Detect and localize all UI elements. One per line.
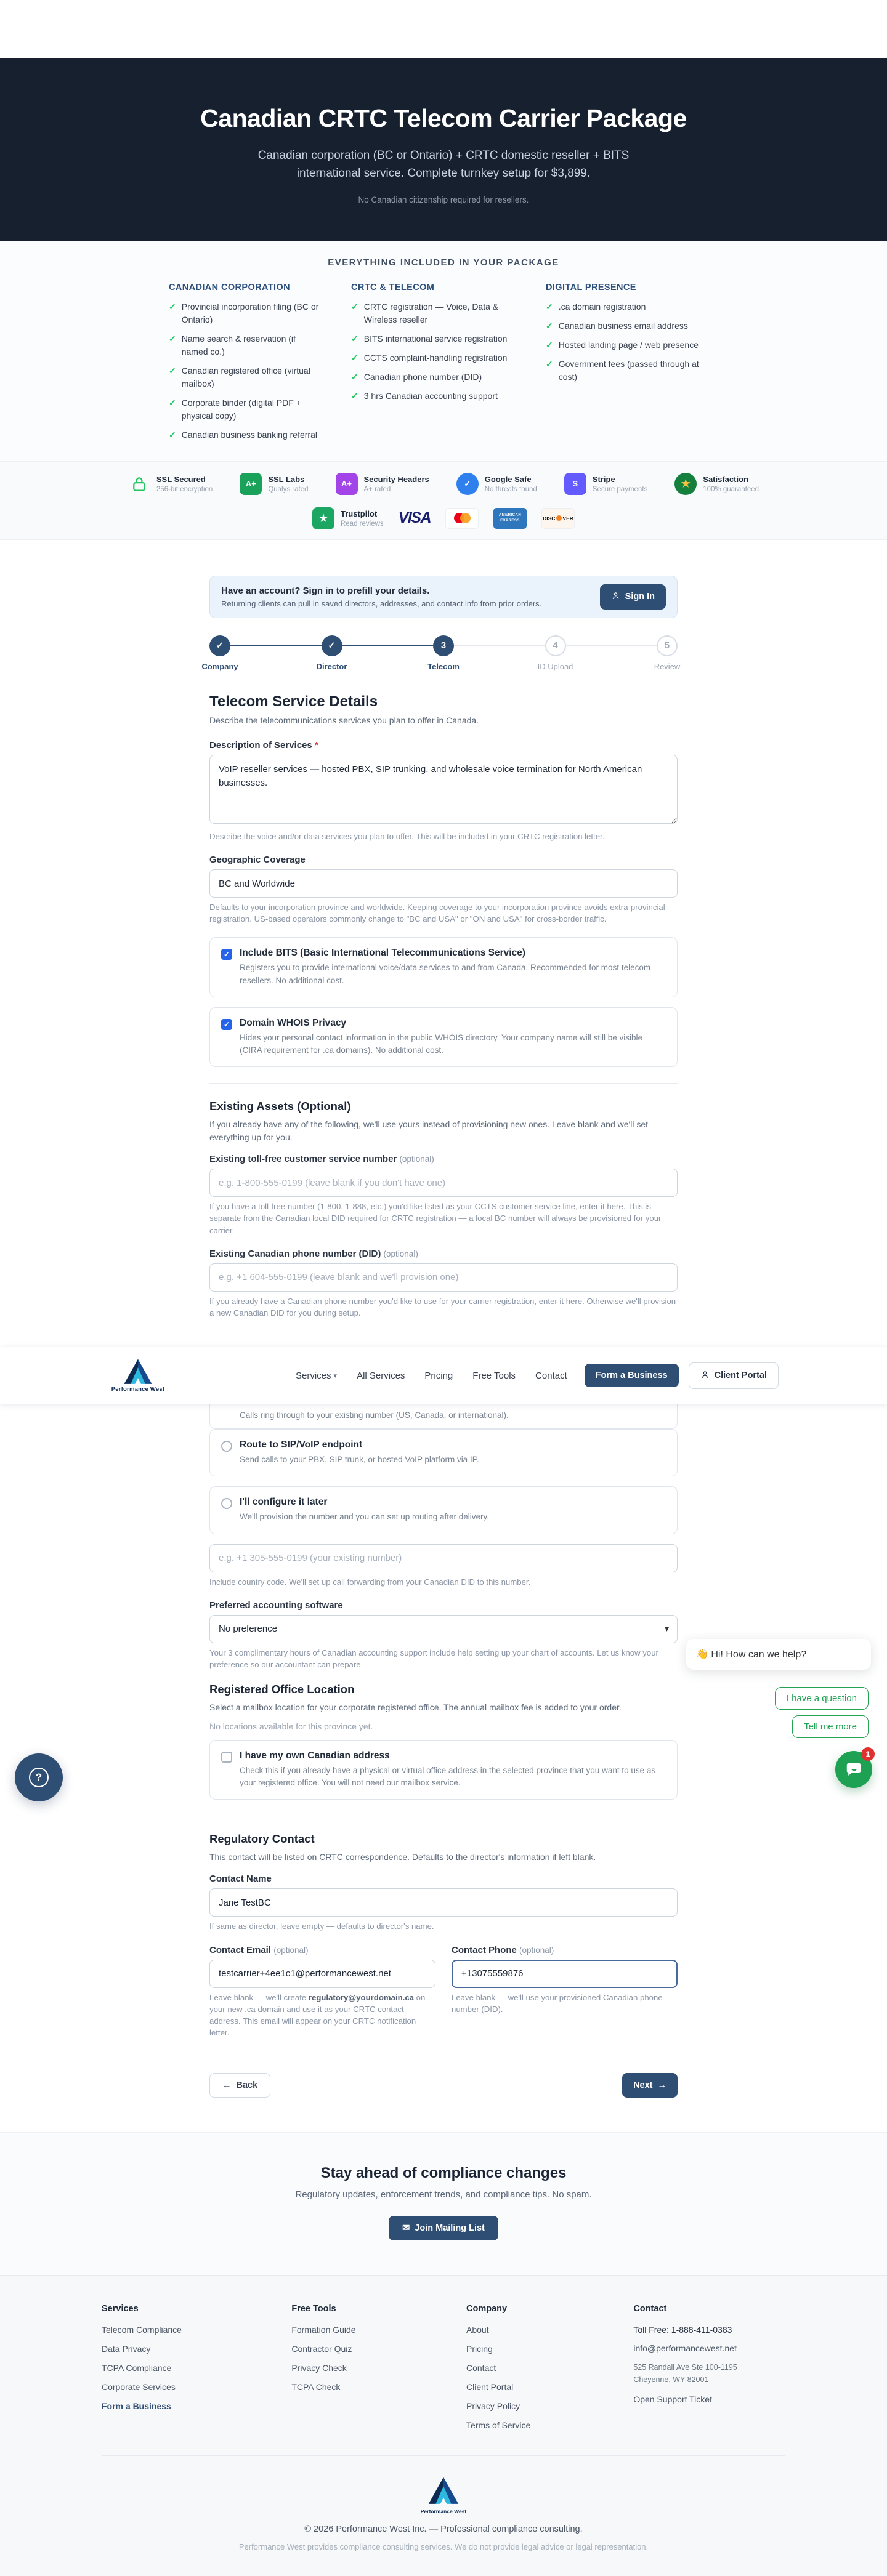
check-icon: ✓ (169, 397, 176, 408)
field-label: Geographic Coverage (209, 855, 306, 866)
field-helper: Include country code. We'll set up call forwarding from your Canadian DID to this number. (209, 1577, 531, 1587)
back-label: Back (236, 2080, 258, 2091)
package-inclusions-section (0, 241, 887, 462)
routing-option-caption: Calls ring through to your existing number (US, Canada, or international). (240, 1411, 509, 1420)
signin-banner (209, 576, 678, 618)
field-helper: If same as director, leave empty — defaults to director's name. (209, 1922, 434, 1931)
performance-west-logo-icon (426, 2477, 461, 2505)
badge-title: SSL Labs (268, 474, 305, 484)
bits-title: Include BITS (Basic International Telecommunications Service) (240, 948, 525, 959)
footer-col-title: Company (466, 2304, 508, 2314)
sign-in-button[interactable] (600, 584, 666, 610)
a-plus-badge-icon: A+ (336, 473, 358, 495)
chat-bubble-icon (844, 1760, 863, 1779)
stepper-connector (566, 645, 657, 646)
footer-brand-name: Performance West (420, 2508, 467, 2515)
footer-col-free-tools (291, 2304, 466, 2439)
site-footer (0, 2275, 887, 2576)
field-label (209, 1249, 678, 1259)
badge-title: Satisfaction (703, 474, 748, 484)
check-icon: ✓ (351, 352, 358, 363)
package-columns (0, 283, 887, 448)
form-a-business-button[interactable]: Form a Business (585, 1364, 679, 1387)
contact-email-input[interactable] (209, 1960, 435, 1988)
field-label-text: Contact Phone (452, 1944, 517, 1955)
did-number-input[interactable] (209, 1263, 678, 1292)
arrow-right-icon: → (657, 2080, 666, 2091)
description-of-services-textarea[interactable] (209, 755, 678, 824)
amex-logo (493, 508, 527, 529)
footer-col-title: Services (102, 2304, 139, 2314)
step-label: Company (201, 661, 238, 671)
list-item-label: BITS international service registration (363, 333, 508, 344)
question-mark-icon: ? (29, 1768, 49, 1787)
section-title: Telecom Service Details (209, 693, 378, 710)
client-portal-label: Client Portal (714, 1371, 767, 1380)
sign-in-label: Sign In (625, 592, 655, 602)
bits-checkbox-card[interactable] (209, 937, 678, 997)
accounting-select[interactable] (209, 1615, 678, 1643)
hero-note: No Canadian citizenship required for resellers. (358, 195, 529, 204)
optional-tag: (optional) (383, 1249, 418, 1258)
stepper-connector (230, 645, 322, 646)
contact-phone-input[interactable] (452, 1960, 678, 1988)
field-label-text: Existing Canadian phone number (DID) (209, 1248, 381, 1259)
forward-number-field (209, 1544, 678, 1588)
badge-satisfaction (674, 473, 759, 495)
stepper-connector (454, 645, 545, 646)
payment-logos-row (0, 507, 887, 529)
tollfree-field (209, 1154, 678, 1236)
check-icon: ✓ (546, 320, 553, 331)
contact-name-input[interactable] (209, 1888, 678, 1917)
back-button[interactable] (209, 2073, 270, 2098)
newsletter-subtitle: Regulatory updates, enforcement trends, and compliance tips. No spam. (295, 2189, 592, 2200)
section-divider (209, 1083, 678, 1084)
list-item-label: .ca domain registration (558, 301, 646, 312)
footer-link-corporate-services[interactable]: Corporate Services (102, 2382, 176, 2393)
routing-option-sip-card[interactable] (209, 1429, 678, 1476)
list-item (169, 396, 323, 422)
list-item-label: 3 hrs Canadian accounting support (363, 390, 498, 401)
field-helper (209, 1992, 435, 2039)
package-column-corporation (169, 283, 323, 448)
check-icon: ✓ (351, 333, 358, 344)
contact-phone-field (452, 1945, 678, 2039)
wave-emoji-icon: 👋 (696, 1649, 708, 1660)
list-item-label: Canadian registered office (virtual mailbox) (181, 365, 310, 388)
footer-address-line2: Cheyenne, WY 82001 (633, 2375, 709, 2384)
arrow-left-icon: ← (222, 2080, 232, 2091)
step-company[interactable] (201, 635, 238, 671)
geographic-coverage-input[interactable] (209, 869, 678, 898)
form-main-upper (0, 540, 887, 1319)
list-item-label: Hosted landing page / web presence (558, 339, 699, 350)
assets-intro: If you already have any of the following, we'll use yours instead of provisioning new ones. Leave blank and we'll set everything up for you. (209, 1119, 648, 1143)
step-id-upload[interactable] (537, 635, 573, 671)
list-item-label: Canadian business banking referral (181, 429, 317, 440)
list-item (169, 429, 323, 441)
helper-text: on your new .ca domain and use it as your CRTC contact address. This email will appear on your CRTC notification letter. (209, 1992, 426, 2037)
step-review[interactable] (654, 635, 681, 671)
mail-icon: ✉ (402, 2223, 410, 2234)
footer-link-privacy-policy[interactable]: Privacy Policy (466, 2401, 520, 2412)
step-check-icon: ✓ (209, 635, 230, 656)
office-heading: Registered Office Location (209, 1682, 355, 1696)
routing-option-title: Route to SIP/VoIP endpoint (240, 1439, 363, 1450)
field-label-text: Existing toll-free customer service number (209, 1154, 397, 1165)
accounting-field (209, 1600, 678, 1670)
star-icon: ★ (674, 473, 697, 495)
badge-stripe (564, 473, 648, 495)
trust-badges-section (0, 462, 887, 540)
badge-title: Google Safe (484, 474, 532, 484)
page-title: Canadian CRTC Telecom Carrier Package (200, 104, 687, 132)
mastercard-logo (445, 508, 479, 529)
list-item (169, 364, 323, 390)
amex-text: AMERICAN (498, 513, 522, 518)
discover-orange-dot (556, 515, 562, 521)
coverage-field (209, 855, 678, 925)
tollfree-number-input[interactable] (209, 1169, 678, 1197)
step-number: 5 (657, 635, 678, 656)
field-helper: Leave blank — we'll use your provisioned Canadian phone number (DID). (452, 1992, 663, 2014)
optional-tag: (optional) (399, 1154, 434, 1164)
list-item-label: CCTS complaint-handling registration (363, 352, 508, 363)
assets-heading: Existing Assets (Optional) (209, 1100, 351, 1113)
footer-link-data-privacy[interactable]: Data Privacy (102, 2344, 151, 2354)
newsletter-section (0, 2132, 887, 2275)
nav-item-all-services[interactable]: All Services (357, 1370, 405, 1381)
footer-copyright: © 2026 Performance West Inc. — Professional compliance consulting. (304, 2524, 583, 2535)
mastercard-orange-circle (460, 513, 471, 523)
check-icon: ✓ (546, 358, 553, 369)
discover-text: VER (562, 515, 573, 521)
top-spacer (0, 0, 887, 58)
nav-links (296, 1371, 567, 1381)
footer-link-terms[interactable]: Terms of Service (466, 2420, 531, 2431)
footer-link-client-portal[interactable]: Client Portal (466, 2382, 514, 2393)
badge-subtitle: A+ rated (363, 485, 391, 493)
list-item-label: Canadian phone number (DID) (363, 371, 482, 382)
badge-ssl-secured (128, 473, 213, 495)
check-icon: ✓ (546, 301, 553, 312)
list-item (546, 358, 718, 384)
step-label: Director (316, 661, 347, 671)
footer-link-support-ticket[interactable]: Open Support Ticket (633, 2394, 712, 2404)
footer-col-company (466, 2304, 633, 2439)
forward-number-input[interactable] (209, 1544, 678, 1572)
checkbox-checked-icon[interactable]: ✓ (221, 949, 232, 960)
step-number: 4 (545, 635, 566, 656)
newsletter-title: Stay ahead of compliance changes (320, 2165, 567, 2182)
check-icon: ✓ (169, 333, 176, 344)
signin-subtitle: Returning clients can pull in saved directors, addresses, and contact info from prior orders. (221, 598, 542, 608)
radio-unchecked-icon[interactable] (221, 1498, 232, 1509)
brand-logo[interactable] (108, 1359, 168, 1393)
step-director[interactable] (316, 635, 347, 671)
routing-option-description: Send calls to your PBX, SIP trunk, or hosted VoIP platform via IP. (240, 1455, 479, 1464)
footer-col-title: Contact (633, 2304, 667, 2314)
routing-option-title: I'll configure it later (240, 1497, 328, 1508)
brand-name: Performance West (111, 1385, 165, 1393)
nav-item-services[interactable] (296, 1371, 337, 1381)
help-fab-button[interactable] (15, 1753, 63, 1801)
person-icon (611, 591, 620, 603)
list-item (546, 300, 718, 313)
optional-tag: (optional) (273, 1945, 309, 1955)
list-item-label: Corporate binder (digital PDF + physical copy) (181, 397, 301, 421)
list-item-label: Provincial incorporation filing (BC or Ontario) (181, 301, 319, 324)
list-item-label: Canadian business email address (558, 320, 688, 331)
chat-greeting-bubble[interactable] (686, 1639, 871, 1670)
footer-link-pricing[interactable]: Pricing (466, 2344, 493, 2354)
optional-tag: (optional) (519, 1945, 554, 1955)
check-icon: ✓ (169, 365, 176, 376)
list-item (351, 390, 517, 403)
list-item-label: CRTC registration — Voice, Data & Wireless reseller (363, 301, 499, 324)
office-intro: Select a mailbox location for your corporate registered office. The annual mailbox fee is added to your order. (209, 1702, 622, 1712)
site-navbar (0, 1347, 887, 1404)
hero-subtitle: Canadian corporation (BC or Ontario) + CRTC domestic reseller + BITS international service. Complete turnkey setup for $3,899. (257, 149, 630, 180)
list-item-label: Government fees (passed through at cost) (558, 358, 699, 382)
badge-subtitle: Qualys rated (268, 485, 309, 493)
check-circle-icon: ✓ (456, 473, 479, 495)
contact-email-field (209, 1945, 435, 2039)
field-helper: Defaults to your incorporation province and worldwide. Keeping coverage to your incorporation province avoids extra-provincial registration. US-based operators commonly change to "BC and USA" or "ON and USA" for cross-border traffic. (209, 903, 665, 924)
field-helper: If you already have a Canadian phone number you'd like to use for your carrier registration, enter it here. Otherwise we'll provision a new Canadian DID for you during setup. (209, 1296, 676, 1318)
footer-link-telecom-compliance[interactable]: Telecom Compliance (102, 2325, 182, 2335)
list-item-label: Name search & reservation (if named co.) (181, 333, 296, 356)
own-address-description: Check this if you already have a physical or virtual office address in the selected province that you want to use as your registered office. You will not need our mailbox service. (240, 1765, 656, 1788)
badge-subtitle: Read reviews (340, 520, 384, 528)
helper-email-bold: regulatory@yourdomain.ca (308, 1992, 415, 2002)
field-label (209, 1945, 435, 1955)
badge-subtitle: 100% guaranteed (703, 485, 759, 493)
whois-title: Domain WHOIS Privacy (240, 1017, 347, 1028)
check-icon: ✓ (351, 390, 358, 401)
footer-email[interactable]: info@performancewest.net (633, 2343, 737, 2354)
check-icon: ✓ (351, 301, 358, 312)
package-column-telecom (351, 283, 517, 448)
field-label (452, 1945, 678, 1955)
check-icon: ✓ (169, 429, 176, 440)
description-field (209, 740, 678, 842)
chevron-down-icon: ▾ (333, 1372, 338, 1380)
list-item (351, 352, 517, 364)
field-helper: If you have a toll-free number (1-800, 1-888, etc.) you'd like listed as your CCTS customer service line, enter it here. This is separate from the Canadian local DID required for CRTC registration — a local BC number will always be provisioned for your carrier. (209, 1202, 662, 1235)
badge-trustpilot[interactable] (312, 507, 384, 529)
radio-unchecked-icon[interactable] (221, 1441, 232, 1452)
check-icon: ✓ (546, 339, 553, 350)
field-helper: Your 3 complimentary hours of Canadian accounting support include help setting up your chart of accounts. Let us know your preference so our accountant can prepare. (209, 1648, 658, 1669)
next-label: Next (633, 2080, 653, 2091)
field-label: Preferred accounting software (209, 1600, 343, 1611)
package-column-title: CRTC & TELECOM (351, 282, 435, 292)
badge-title: Stripe (592, 474, 615, 484)
checkbox-unchecked-icon[interactable] (221, 1752, 232, 1763)
step-check-icon: ✓ (322, 635, 342, 656)
footer-link-form-a-business[interactable]: Form a Business (102, 2401, 171, 2412)
bits-description: Registers you to provide international voice/data services to and from Canada. Recommended for most telecom resellers. No additional cost. (240, 963, 651, 985)
whois-description: Hides your personal contact information in the public WHOIS directory. Your company name will still be visible (CIRA requirement for .ca domains). No additional cost. (240, 1032, 643, 1055)
client-portal-button[interactable] (689, 1362, 779, 1389)
badge-title: Security Headers (363, 474, 429, 484)
required-asterisk: * (314, 739, 318, 751)
package-heading: EVERYTHING INCLUDED IN YOUR PACKAGE (328, 257, 559, 268)
field-label (209, 1154, 678, 1164)
footer-link-privacy-check[interactable]: Privacy Check (291, 2363, 347, 2373)
contact-name-field (209, 1874, 678, 1932)
trust-badges-row (0, 473, 887, 495)
regulatory-intro: This contact will be listed on CRTC correspondence. Defaults to the director's information if left blank. (209, 1852, 596, 1862)
step-label: Review (654, 661, 681, 671)
chat-quick-reply-more[interactable]: Tell me more (792, 1715, 869, 1738)
chevron-down-icon: ▾ (664, 1624, 669, 1634)
wizard-stepper (201, 635, 681, 671)
chat-unread-badge: 1 (861, 1747, 875, 1761)
package-column-digital (546, 283, 718, 448)
person-icon (700, 1370, 710, 1382)
footer-link-tcpa-check[interactable]: TCPA Check (291, 2382, 341, 2393)
contact-email-phone-row (209, 1945, 678, 2051)
step-label: ID Upload (537, 661, 573, 671)
signin-title: Have an account? Sign in to prefill your details. (221, 585, 430, 596)
list-item (351, 371, 517, 384)
helper-text: Leave blank — we'll create (209, 1992, 309, 2002)
routing-option-description: We'll provision the number and you can set up routing after delivery. (240, 1512, 490, 1522)
field-label: Contact Name (209, 1874, 272, 1885)
next-button[interactable] (622, 2073, 678, 2098)
did-field (209, 1249, 678, 1319)
badge-ssl-labs (240, 473, 308, 495)
badge-title: Trustpilot (340, 509, 378, 518)
footer-link-contractor-quiz[interactable]: Contractor Quiz (291, 2344, 352, 2354)
footer-phone[interactable]: Toll Free: 1-888-411-0383 (633, 2325, 732, 2335)
discover-logo (541, 508, 575, 529)
package-column-title: DIGITAL PRESENCE (546, 282, 636, 292)
badge-subtitle: 256-bit encryption (156, 485, 213, 493)
list-item (546, 320, 718, 332)
badge-title: SSL Secured (156, 474, 206, 484)
list-item (351, 332, 517, 345)
own-address-checkbox-card[interactable] (209, 1740, 678, 1800)
footer-link-formation-guide[interactable]: Formation Guide (291, 2325, 356, 2335)
office-empty-state: No locations available for this province yet. (209, 1721, 373, 1731)
step-label: Telecom (427, 661, 460, 671)
footer-link-about[interactable]: About (466, 2325, 489, 2335)
field-helper: Describe the voice and/or data services you plan to offer. This will be included in your CRTC registration letter. (209, 831, 605, 841)
footer-col-title: Free Tools (291, 2304, 336, 2314)
hero-banner (0, 58, 887, 241)
footer-col-services (102, 2304, 291, 2439)
footer-col-contact (633, 2304, 785, 2439)
chat-greeting-text: Hi! How can we help? (711, 1649, 807, 1660)
list-item (169, 300, 323, 326)
field-label-text: Description of Services (209, 739, 312, 751)
field-label (209, 740, 678, 751)
section-subtitle: Describe the telecommunications services you plan to offer in Canada. (209, 715, 479, 725)
field-label-text: Contact Email (209, 1944, 272, 1955)
footer-disclaimer: Performance West provides compliance consulting services. We do not provide legal advice or legal representation. (238, 2542, 649, 2552)
wizard-nav-buttons (209, 2073, 678, 2132)
stripe-icon: S (564, 473, 586, 495)
badge-subtitle: No threats found (484, 485, 537, 493)
join-mailing-list-label: Join Mailing List (415, 2223, 485, 2234)
footer-address-line1: 525 Randall Ave Ste 100-1195 (633, 2363, 737, 2372)
check-icon: ✓ (169, 301, 176, 312)
step-telecom[interactable] (427, 635, 460, 671)
own-address-title: I have my own Canadian address (240, 1750, 390, 1761)
package-column-title: CANADIAN CORPORATION (169, 282, 291, 292)
badge-google-safe (456, 473, 537, 495)
regulatory-heading: Regulatory Contact (209, 1832, 315, 1846)
performance-west-logo-icon (121, 1359, 155, 1385)
checkbox-checked-icon[interactable]: ✓ (221, 1019, 232, 1030)
nav-item-pricing[interactable]: Pricing (424, 1370, 453, 1381)
badge-security-headers (336, 473, 429, 495)
nav-item-free-tools[interactable]: Free Tools (472, 1370, 516, 1381)
join-mailing-list-button[interactable] (389, 2216, 498, 2240)
visa-logo: VISA (398, 509, 431, 527)
footer-link-tcpa-compliance[interactable]: TCPA Compliance (102, 2363, 172, 2373)
badge-subtitle: Secure payments (592, 485, 648, 493)
check-icon: ✓ (351, 371, 358, 382)
a-plus-badge-icon: A+ (240, 473, 262, 495)
stepper-connector (342, 645, 434, 646)
list-item (546, 339, 718, 352)
nav-item-label: Services (296, 1370, 331, 1381)
nav-item-contact[interactable]: Contact (535, 1370, 567, 1381)
list-item (169, 332, 323, 358)
discover-text: DISC (543, 515, 556, 521)
whois-checkbox-card[interactable] (209, 1007, 678, 1068)
footer-link-contact[interactable]: Contact (466, 2363, 496, 2373)
footer-bottom (0, 2456, 887, 2551)
amex-text: EXPRESS (500, 518, 520, 523)
routing-option-later-card[interactable] (209, 1486, 678, 1534)
accounting-selected-value: No preference (219, 1624, 278, 1635)
form-main-lower (0, 1351, 887, 2132)
list-item (351, 300, 517, 326)
step-number: 3 (433, 635, 454, 656)
chat-quick-reply-question[interactable]: I have a question (775, 1687, 869, 1710)
trustpilot-star-icon: ★ (312, 507, 334, 529)
footer-columns (102, 2304, 785, 2439)
padlock-icon (128, 473, 150, 495)
footer-address (633, 2362, 785, 2386)
